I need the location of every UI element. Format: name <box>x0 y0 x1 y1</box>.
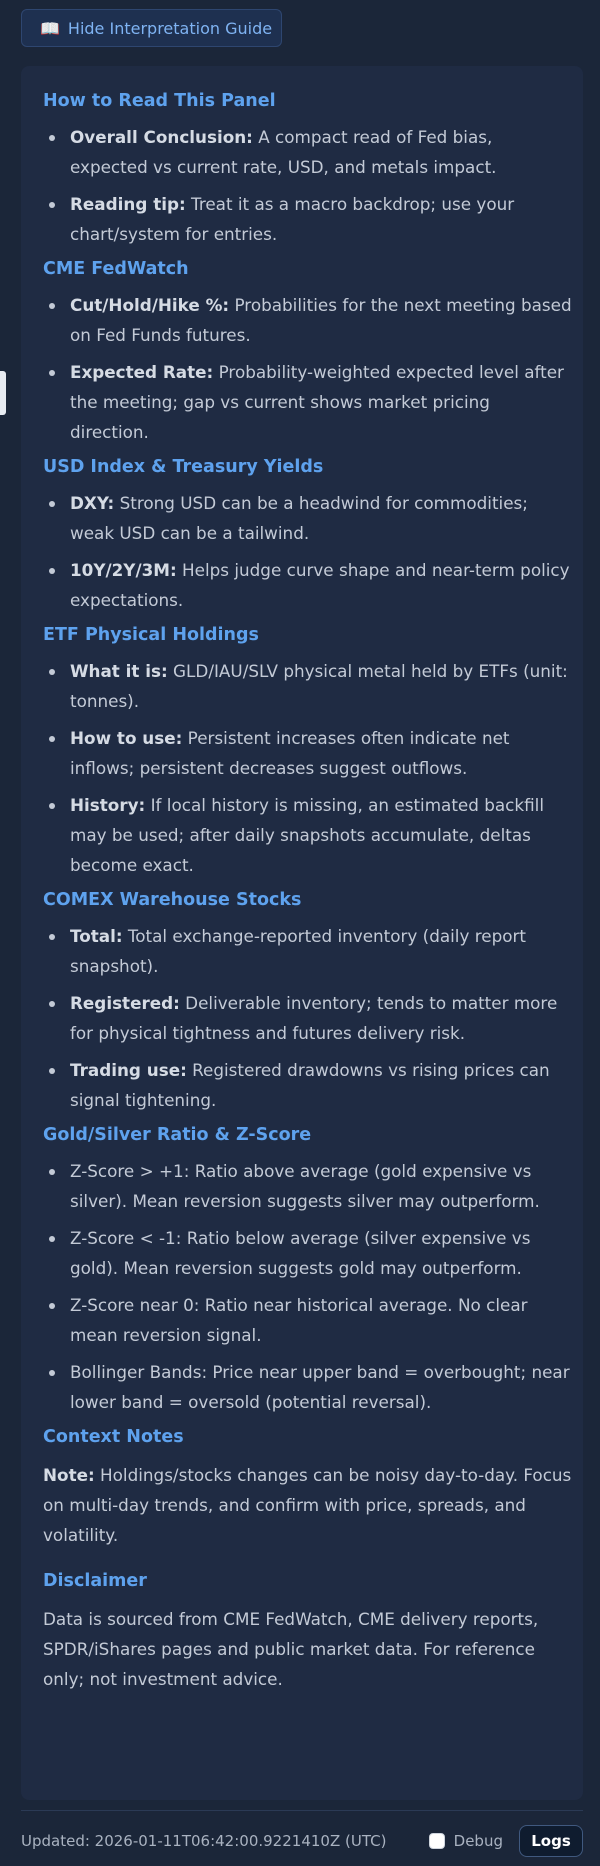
debug-toggle[interactable] <box>429 1832 503 1850</box>
hide-guide-label: Hide Interpretation Guide <box>67 18 273 38</box>
etf-list <box>43 656 573 880</box>
resize-handle[interactable] <box>0 371 6 415</box>
list-item: Reading tip: Treat it as a macro backdrop; use your chart/system for entries. <box>43 189 573 249</box>
list-item: History: If local history is missing, an estimated backfill may be used; after daily snapshots accumulate, deltas become exact. <box>43 790 573 880</box>
list-item: Z-Score near 0: Ratio near historical average. No clear mean reversion signal. <box>43 1290 573 1350</box>
section-title-etf: ETF Physical Holdings <box>43 625 259 645</box>
guide-content <box>43 88 573 1704</box>
list-item: Cut/Hold/Hike %: Probabilities for the next meeting based on Fed Funds futures. <box>43 290 573 350</box>
debug-checkbox[interactable] <box>429 1833 445 1849</box>
updated-timestamp: Updated: 2026-01-11T06:42:00.9221410Z (UTC) <box>21 1832 387 1850</box>
comex-list <box>43 921 573 1115</box>
footer-bar <box>21 1823 583 1859</box>
section-title-context: Context Notes <box>43 1427 184 1447</box>
list-item: Z-Score < -1: Ratio below average (silver expensive vs gold). Mean reversion suggests gold may outperform. <box>43 1223 573 1283</box>
list-item: Total: Total exchange-reported inventory (daily report snapshot). <box>43 921 573 981</box>
section-title-comex: COMEX Warehouse Stocks <box>43 890 302 910</box>
section-title-how-to-read: How to Read This Panel <box>43 91 276 111</box>
book-icon: 📖 <box>40 18 60 38</box>
footer-divider <box>21 1810 583 1811</box>
list-item: Bollinger Bands: Price near upper band = overbought; near lower band = oversold (potential reversal). <box>43 1357 573 1417</box>
section-title-fedwatch: CME FedWatch <box>43 259 189 279</box>
list-item: Expected Rate: Probability-weighted expected level after the meeting; gap vs current shows market pricing direction. <box>43 357 573 447</box>
section-title-usd-yields: USD Index & Treasury Yields <box>43 457 324 477</box>
list-item: Registered: Deliverable inventory; tends to matter more for physical tightness and futures delivery risk. <box>43 988 573 1048</box>
list-item: How to use: Persistent increases often indicate net inflows; persistent decreases suggest outflows. <box>43 723 573 783</box>
list-item: Z-Score > +1: Ratio above average (gold expensive vs silver). Mean reversion suggests silver may outperform. <box>43 1156 573 1216</box>
debug-label: Debug <box>453 1832 503 1850</box>
list-item: DXY: Strong USD can be a headwind for commodities; weak USD can be a tailwind. <box>43 488 573 548</box>
list-item: 10Y/2Y/3M: Helps judge curve shape and near-term policy expectations. <box>43 555 573 615</box>
section-title-ratio: Gold/Silver Ratio & Z-Score <box>43 1125 312 1145</box>
list-item: Overall Conclusion: A compact read of Fed bias, expected vs current rate, USD, and metals impact. <box>43 122 573 182</box>
context-note: Note: Holdings/stocks changes can be noisy day-to-day. Focus on multi-day trends, and confirm with price, spreads, and volatility. <box>43 1465 572 1545</box>
section-title-disclaimer: Disclaimer <box>43 1571 147 1591</box>
list-item: Trading use: Registered drawdowns vs rising prices can signal tightening. <box>43 1055 573 1115</box>
hide-guide-button[interactable] <box>21 9 282 47</box>
how-to-read-list <box>43 122 573 249</box>
list-item: What it is: GLD/IAU/SLV physical metal held by ETFs (unit: tonnes). <box>43 656 573 716</box>
logs-button[interactable]: Logs <box>519 1825 583 1857</box>
fedwatch-list <box>43 290 573 447</box>
disclaimer-text: Data is sourced from CME FedWatch, CME delivery reports, SPDR/iShares pages and public market data. For reference only; not investment advice. <box>43 1609 539 1689</box>
usd-yields-list <box>43 488 573 615</box>
ratio-list <box>43 1156 573 1417</box>
